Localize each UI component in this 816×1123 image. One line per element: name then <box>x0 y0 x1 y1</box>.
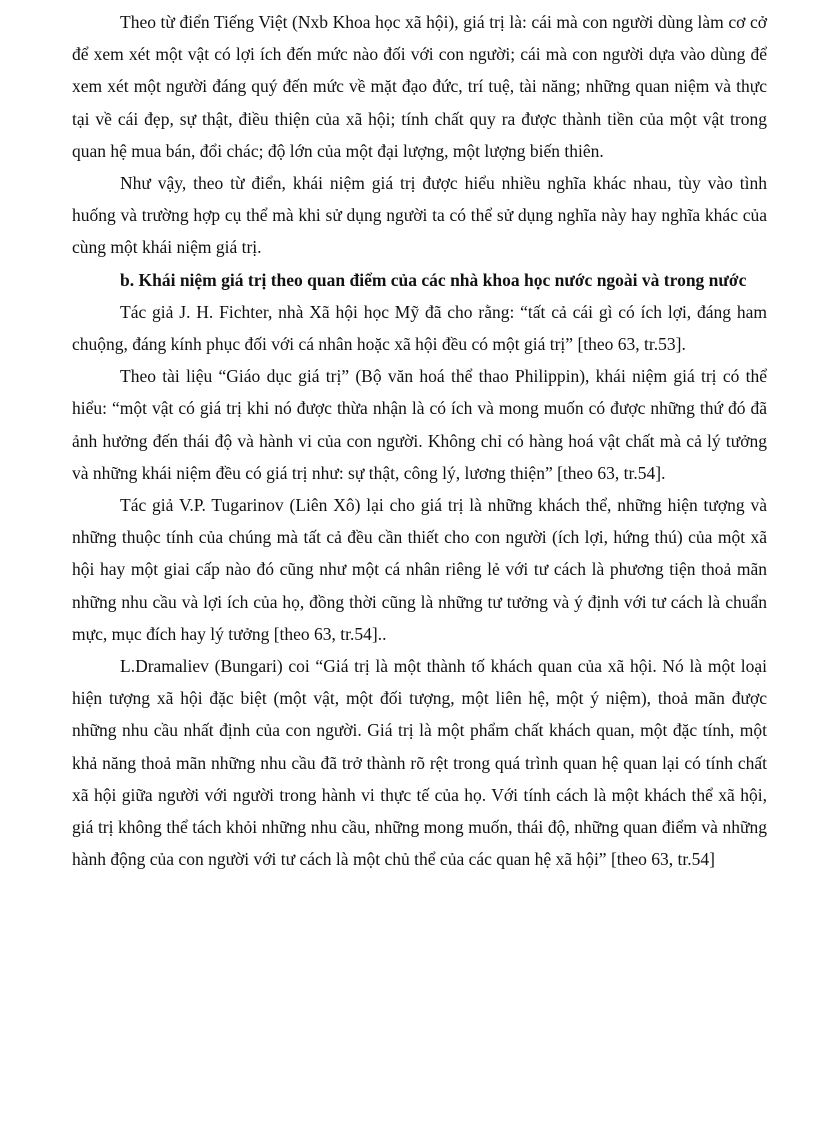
paragraph-philippines: Theo tài liệu “Giáo dục giá trị” (Bộ văn hoá thể thao Philippin), khái niệm giá trị có thể hiểu: “một vật có giá trị khi nó được thừa nhận là có ích và mong muốn có được những thứ đó đã ảnh hưởng đến thái độ và hành vi của con người. Không chỉ có hàng hoá vật chất mà cả lý tưởng và những khái niệm đều có giá trị như: sự thật, công lý, lương thiện” [theo 63, tr.54]. <box>72 366 767 483</box>
paragraph-dramaliev: L.Dramaliev (Bungari) coi “Giá trị là một thành tố khách quan của xã hội. Nó là một loại hiện tượng xã hội đặc biệt (một vật, một đối tượng, một liên hệ, một ý niệm), thoả mãn được những nhu cầu nhất định của con người. Giá trị là một phẩm chất khách quan, một đặc tính, một khả năng thoả mãn những nhu cầu đã trở thành rõ rệt trong quá trình quan hệ quan lại có tính chất xã hội giữa người với người trong hành vi thực tế của họ. Với tính cách là một khách thể xã hội, giá trị không thể tách khỏi những nhu cầu, những mong muốn, thái độ, những quan điểm và những hành động của con người với tư cách là một chủ thể của các quan hệ xã hội” [theo 63, tr.54] <box>72 656 767 870</box>
section-heading: b. Khái niệm giá trị theo quan điểm của các nhà khoa học nước ngoài và trong nước <box>120 269 747 290</box>
paragraph-dictionary-definition: Theo từ điển Tiếng Việt (Nxb Khoa học xã hội), giá trị là: cái mà con người dùng làm cơ cở để xem xét một vật có lợi ích đến mức nào đối với con người; cái mà con người dựa vào dùng để xem xét một người đáng quý đến mức về mặt đạo đức, trí tuệ, tài năng; những quan niệm và thực tại về cái đẹp, sự thật, điều thiện của xã hội; tính chất quy ra được thành tiền của một vật trong quan hệ mua bán, đổi chác; độ lớn của một đại lượng, một lượng biến thiên. <box>72 12 767 161</box>
paragraph-tugarinov: Tác giả V.P. Tugarinov (Liên Xô) lại cho giá trị là những khách thể, những hiện tượng và những thuộc tính của chúng mà tất cả đều cần thiết cho con người (ích lợi, hứng thú) của một xã hội hay một giai cấp nào đó cũng như một cá nhân riêng lẻ với tư cách là phương tiện thoả mãn những nhu cầu và lợi ích của họ, đồng thời cũng là những tư tưởng và ý định với tư cách là chuẩn mực, mục đích hay lý tưởng [theo 63, tr.54].. <box>72 495 767 644</box>
document-page <box>72 6 767 875</box>
paragraph-fichter: Tác giả J. H. Fichter, nhà Xã hội học Mỹ đã cho rằng: “tất cả cái gì có ích lợi, đáng ham chuộng, đáng kính phục đối với cá nhân hoặc xã hội đều có một giá trị” [theo 63, tr.53]. <box>72 301 767 355</box>
paragraph-dictionary-summary: Như vậy, theo từ điển, khái niệm giá trị được hiểu nhiều nghĩa khác nhau, tùy vào tình huống và trường hợp cụ thể mà khi sử dụng người ta có thể sử dụng nghĩa này hay nghĩa khác của cùng một khái niệm giá trị. <box>72 173 767 258</box>
